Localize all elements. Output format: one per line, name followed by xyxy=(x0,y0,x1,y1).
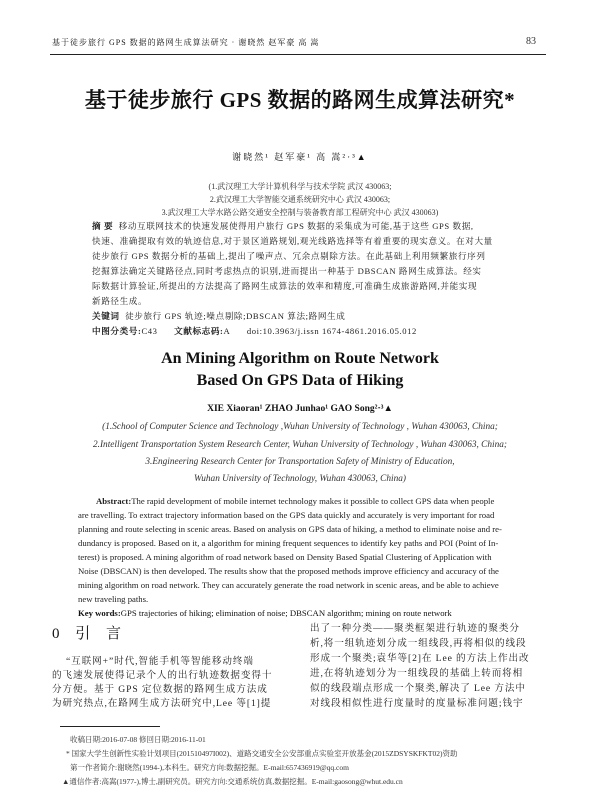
title-english-line-2: Based On GPS Data of Hiking xyxy=(196,372,404,389)
clc-label: 中图分类号: xyxy=(92,326,142,336)
affiliation-cn-1: (1.武汉理工大学计算机科学与技术学院 武汉 430063; xyxy=(208,182,392,191)
abstract-cn-line: 快速、准确提取有效的轨迹信息,对于景区道路规划,观光线路选择等有着重要的现实意义。在对大量 xyxy=(92,236,493,246)
doc-value: A xyxy=(223,326,231,336)
keywords-en-label: Key words: xyxy=(78,608,121,618)
keywords-en xyxy=(78,608,452,618)
affiliation-cn-2: 2.武汉理工大学智能交通系统研究中心 武汉 430063; xyxy=(209,195,391,204)
abstract-cn-text: 移动互联网技术的快速发展使得用户旅行 GPS 数据的采集成为可能,基于这些 GPS 数据, xyxy=(118,221,474,231)
affiliation-cn-3: 3.武汉理工大学水路公路交通安全控制与装备教育部工程研究中心 武汉 430063) xyxy=(161,208,439,217)
footnote-corresponding-author: ▲通信作者:高嵩(1977-),博士,副研究员。研究方向:交通系统仿真,数据挖掘。E-mail:gaosong@whut.edu.cn xyxy=(62,777,403,786)
clc-value: C43 xyxy=(141,326,158,336)
abstract-en-label: Abstract: xyxy=(96,496,132,506)
footnote-rule xyxy=(60,726,160,727)
abstract-en-line: dundancy is proposed. Based on it, a algorithm for mining frequent sequences to identify key paths and POI (Point of In- xyxy=(78,538,499,548)
authors-chinese: 谢晓然¹ 赵军豪¹ 高 嵩²·³▲ xyxy=(232,152,368,162)
keywords-cn-label: 关键词 xyxy=(92,311,120,321)
body-right-line: 对线段相似性进行度量时的度量标准问题;钱宇 xyxy=(310,698,524,709)
body-right-line: 进,在将轨迹划分为一组线段的基础上转而将相 xyxy=(310,668,524,679)
body-left-line: 为研究热点,在路网生成方法研究中,Lee 等[1]提 xyxy=(52,698,272,709)
abstract-cn-line: 际数据计算验证,所提出的方法提高了路网生成算法的效率和精度,可准确生成旅游路网,并能实现 xyxy=(92,281,478,291)
abstract-cn-line: 新路径生成。 xyxy=(92,296,148,306)
section-heading-introduction: 0 引 言 xyxy=(52,626,128,642)
body-right-line: 析,将一组轨迹划分成一组线段,再将相似的线段 xyxy=(310,638,527,649)
footnote-funding: * 国家大学生创新性实验计划项目(201510497I002)、道路交通安全公安部重点实验室开放基金(2015ZDSYSKFKT02)资助 xyxy=(66,749,458,758)
affiliation-en-3: 3.Engineering Research Center for Transportation Safety of Ministry of Education, xyxy=(145,457,455,467)
affiliation-en-1: (1.School of Computer Science and Technology ,Wuhan University of Technology , Wuhan 430063, China; xyxy=(102,422,498,432)
footnote-first-author: 第一作者简介:谢晓然(1994-),本科生。研究方向:数据挖掘。E-mail:657436919@qq.com xyxy=(70,763,349,772)
body-left-line: 分方便。基于 GPS 定位数据的路网生成方法成 xyxy=(52,684,268,695)
keywords-cn-text: 徒步旅行 GPS 轨迹;噪点剔除;DBSCAN 算法;路网生成 xyxy=(125,311,346,321)
doc-label: 文献标志码: xyxy=(174,326,224,336)
body-left-line: “互联网+”时代,智能手机等智能移动终端 xyxy=(66,656,254,667)
keywords-cn xyxy=(92,312,507,322)
title-english-line-1: An Mining Algorithm on Route Network xyxy=(161,350,439,367)
footnote-dates: 收稿日期:2016-07-08 修回日期:2016-11-01 xyxy=(70,735,206,744)
abstract-en-line xyxy=(96,496,526,506)
abstract-en-line: are travelling. To extract trajectory information based on the GPS data quickly and accurately is very important for road xyxy=(78,510,495,520)
header-rule xyxy=(50,54,546,55)
abstract-en-line: planning and route selecting in scenic areas. Based on analysis on GPS data of hiking, a method to eliminate noise and re- xyxy=(78,524,502,534)
body-right-line: 出了一种分类——聚类框架进行轨迹的聚类分 xyxy=(310,623,520,634)
body-left-line: 的飞速发展使得记录个人的出行轨迹数据变得十 xyxy=(52,670,273,681)
authors-english: XIE Xiaoran¹ ZHAO Junhao¹ GAO Song²·³▲ xyxy=(207,404,393,414)
page-number: 83 xyxy=(526,36,536,47)
body-right-line: 形成一个聚类;袁华等[2]在 Lee 的方法上作出改 xyxy=(310,653,530,664)
abstract-en-text: The rapid development of mobile internet technology makes it possible to collect GPS data when people xyxy=(131,496,495,506)
abstract-en-line: new traveling paths. xyxy=(78,594,149,604)
body-right-line: 似的线段端点形成一个聚类,解决了 Lee 方法中 xyxy=(310,683,526,694)
doi: doi:10.3963/j.issn 1674-4861.2016.05.012 xyxy=(246,326,417,336)
title-chinese: 基于徒步旅行 GPS 数据的路网生成算法研究* xyxy=(84,88,516,112)
abstract-cn-label: 摘 要 xyxy=(92,221,114,231)
classification-line xyxy=(92,327,507,337)
abstract-en-line: Noise (DBSCAN) is then developed. The results show that the proposed methods improve efficiency and accuracy of the xyxy=(78,566,499,576)
abstract-cn-line xyxy=(92,222,507,232)
abstract-en-line: terest) is proposed. A mining algorithm of road network based on Density Based Spatial Clustering of Application with xyxy=(78,552,492,562)
abstract-en-line: mining algorithm on road network. They can accurately generate the road network in scenic areas, and be able to achieve xyxy=(78,580,499,590)
abstract-cn-line: 挖掘算法确定关键路径点,同时考虑热点的识别,进而提出一种基于 DBSCAN 路网生成算法。经实 xyxy=(92,266,482,276)
keywords-en-text: GPS trajectories of hiking; elimination of noise; DBSCAN algorithm; mining on route network xyxy=(120,608,452,618)
affiliation-en-4: Wuhan University of Technology, Wuhan 430063, China) xyxy=(194,474,406,484)
abstract-cn-line: 徒步旅行 GPS 数据分析的基础上,提出了噪声点、冗余点剔除方法。在此基础上利用频繁旅行序列 xyxy=(92,251,486,261)
running-header: 基于徒步旅行 GPS 数据的路网生成算法研究 · 谢晓然 赵军豪 高 嵩 xyxy=(52,38,320,47)
affiliation-en-2: 2.Intelligent Transportation System Research Center, Wuhan University of Technology , Wuhan 430063, China; xyxy=(92,440,508,450)
